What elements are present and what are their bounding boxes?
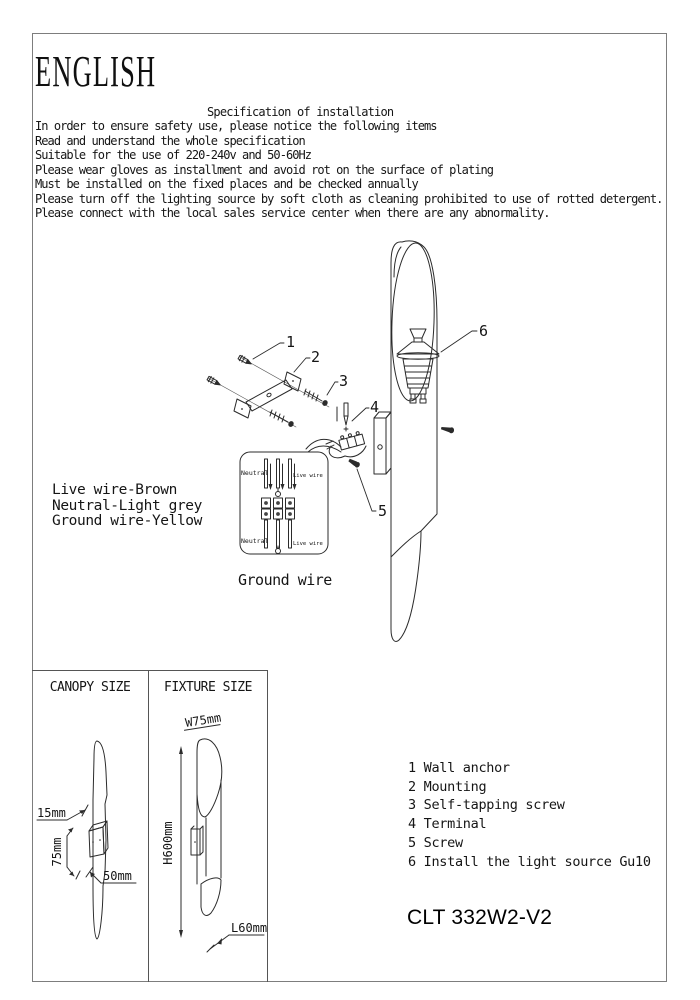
spec-instructions [35, 119, 662, 221]
svg-text:1: 1 [286, 333, 296, 351]
svg-text:6: 6 [479, 322, 489, 340]
svg-text:2: 2 [311, 348, 321, 366]
ground-wire-color-label: Ground wire-Yellow [52, 513, 202, 530]
panel-divider [148, 671, 149, 982]
canopy-width-label: 50mm [103, 869, 132, 883]
ground-wire-caption: Ground wire [238, 571, 332, 589]
model-number: CLT 332W2-V2 [407, 906, 553, 929]
fixture-width-label: W75mm [184, 710, 223, 730]
page-title: ENGLISH [35, 47, 157, 96]
size-panels [32, 670, 268, 982]
fixture-size-title: FIXTURE SIZE [164, 680, 252, 695]
svg-text:4: 4 [370, 398, 380, 416]
inset-live-bottom-label: Live wire [293, 541, 323, 547]
spec-line: Read and understand the whole specification [35, 133, 305, 148]
inset-neutral-bottom-label: Neutral [241, 537, 269, 545]
canopy-depth-label: 15mm [37, 806, 66, 820]
part-item: 1 Wall anchor [408, 760, 510, 776]
spec-line: Suitable for the use of 220-240v and 50-60Hz [35, 148, 312, 162]
live-wire-color-label: Live wire-Brown [52, 482, 177, 498]
part-item: 5 Screw [408, 834, 463, 851]
spec-line: Please connect with the local sales service center when there are any abnormality. [35, 206, 550, 220]
neutral-wire-color-label: Neutral-Light grey [52, 497, 202, 514]
part-item: 3 Self-tapping screw [408, 797, 565, 814]
part-item: 2 Mounting [408, 778, 487, 795]
spec-heading: Specification of installation [207, 105, 394, 119]
inset-live-top-label: Live wire [293, 473, 323, 479]
inset-neutral-top-label: Neutral [241, 469, 269, 477]
fixture-height-label: H600mm [161, 821, 175, 865]
parts-list [408, 759, 651, 871]
spec-line: In order to ensure safety use, please notice the following items [35, 119, 437, 133]
svg-text:5: 5 [378, 502, 388, 520]
spec-line: Must be installed on the fixed places and be checked annually [35, 177, 418, 191]
part-item: 4 Terminal [408, 816, 487, 833]
canopy-size-title: CANOPY SIZE [49, 680, 131, 695]
part-item: 6 Install the light source Gu10 [408, 853, 651, 870]
fixture-length-label: L60mm [231, 921, 268, 935]
spec-line: Please wear gloves as installment and avoid rot on the surface of plating [35, 162, 494, 177]
svg-text:3: 3 [339, 372, 349, 390]
wire-color-legend [52, 483, 202, 530]
spec-line: Please turn off the lighting source by soft cloth as cleaning prohibited to use of rotted detergent. [35, 191, 663, 206]
canopy-height-label: 75mm [50, 837, 64, 867]
